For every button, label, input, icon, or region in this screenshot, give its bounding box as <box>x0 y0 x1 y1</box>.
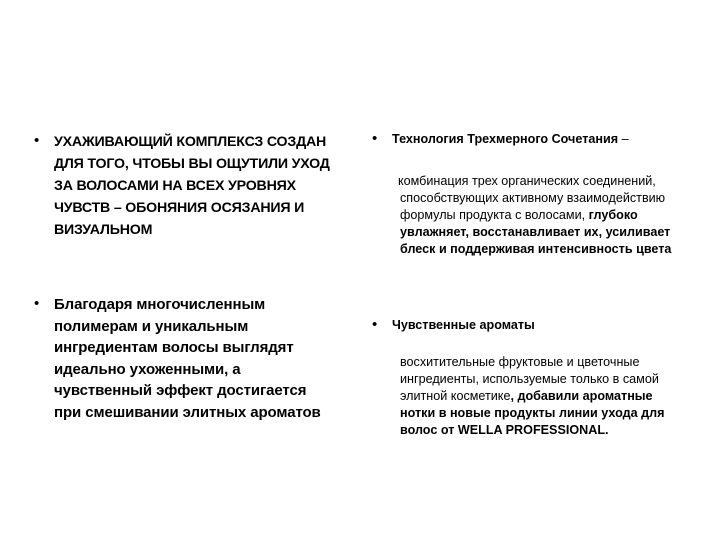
right-paragraph-1-bold: глубоко увлажняет, восстанавливает их, усиливает блеск и поддерживая интенсивность цвета <box>400 208 672 256</box>
right-bullet-2 <box>372 315 692 335</box>
right-heading-1-text: Технология Трехмерного Сочетания <box>392 132 619 146</box>
bullet-icon: • <box>34 132 40 149</box>
bullet-icon: • <box>372 130 378 147</box>
right-paragraph-2-plain: восхитительные фруктовые и цветочные ингредиенты, используемые только в самой элитной косметике <box>400 355 659 403</box>
bullet-icon: • <box>372 316 378 333</box>
right-bullet-1 <box>372 129 692 149</box>
right-paragraph-1 <box>400 173 690 258</box>
right-paragraph-1-plain: комбинация трех органических соединений, способствующих активному взаимодействию формулы продукта с волосами, <box>398 174 666 222</box>
right-heading-1 <box>392 129 629 149</box>
left-bullet-2-text: Благодаря многочисленным полимерам и уникальным ингредиентам волосы выглядят идеально ухоженными, а чувственный эффект достигается при смешивании элитных ароматов <box>54 296 321 421</box>
bullet-icon: • <box>34 295 40 312</box>
left-bullet-2 <box>34 294 354 423</box>
left-bullet-1-text: УХАЖИВАЮЩИЙ КОМПЛЕКСЗ СОЗДАН ДЛЯ ТОГО, ЧТОБЫ ВЫ ОЩУТИЛИ УХОД ЗА ВОЛОСАМИ НА ВСЕХ УРОВНЯХ ЧУВСТВ – ОБОНЯНИЯ ОСЯЗАНИЯ И ВИЗУАЛЬНОМ <box>54 134 330 238</box>
right-paragraph-2-bold: , добавили ароматные нотки в новые продукты линии ухода для волос от WELLA PROFESSIONAL. <box>400 389 665 437</box>
right-paragraph-2 <box>400 354 690 439</box>
right-heading-1-dash: – <box>618 132 629 146</box>
left-bullet-1 <box>34 131 354 241</box>
right-heading-2: Чувственные ароматы <box>392 318 535 332</box>
